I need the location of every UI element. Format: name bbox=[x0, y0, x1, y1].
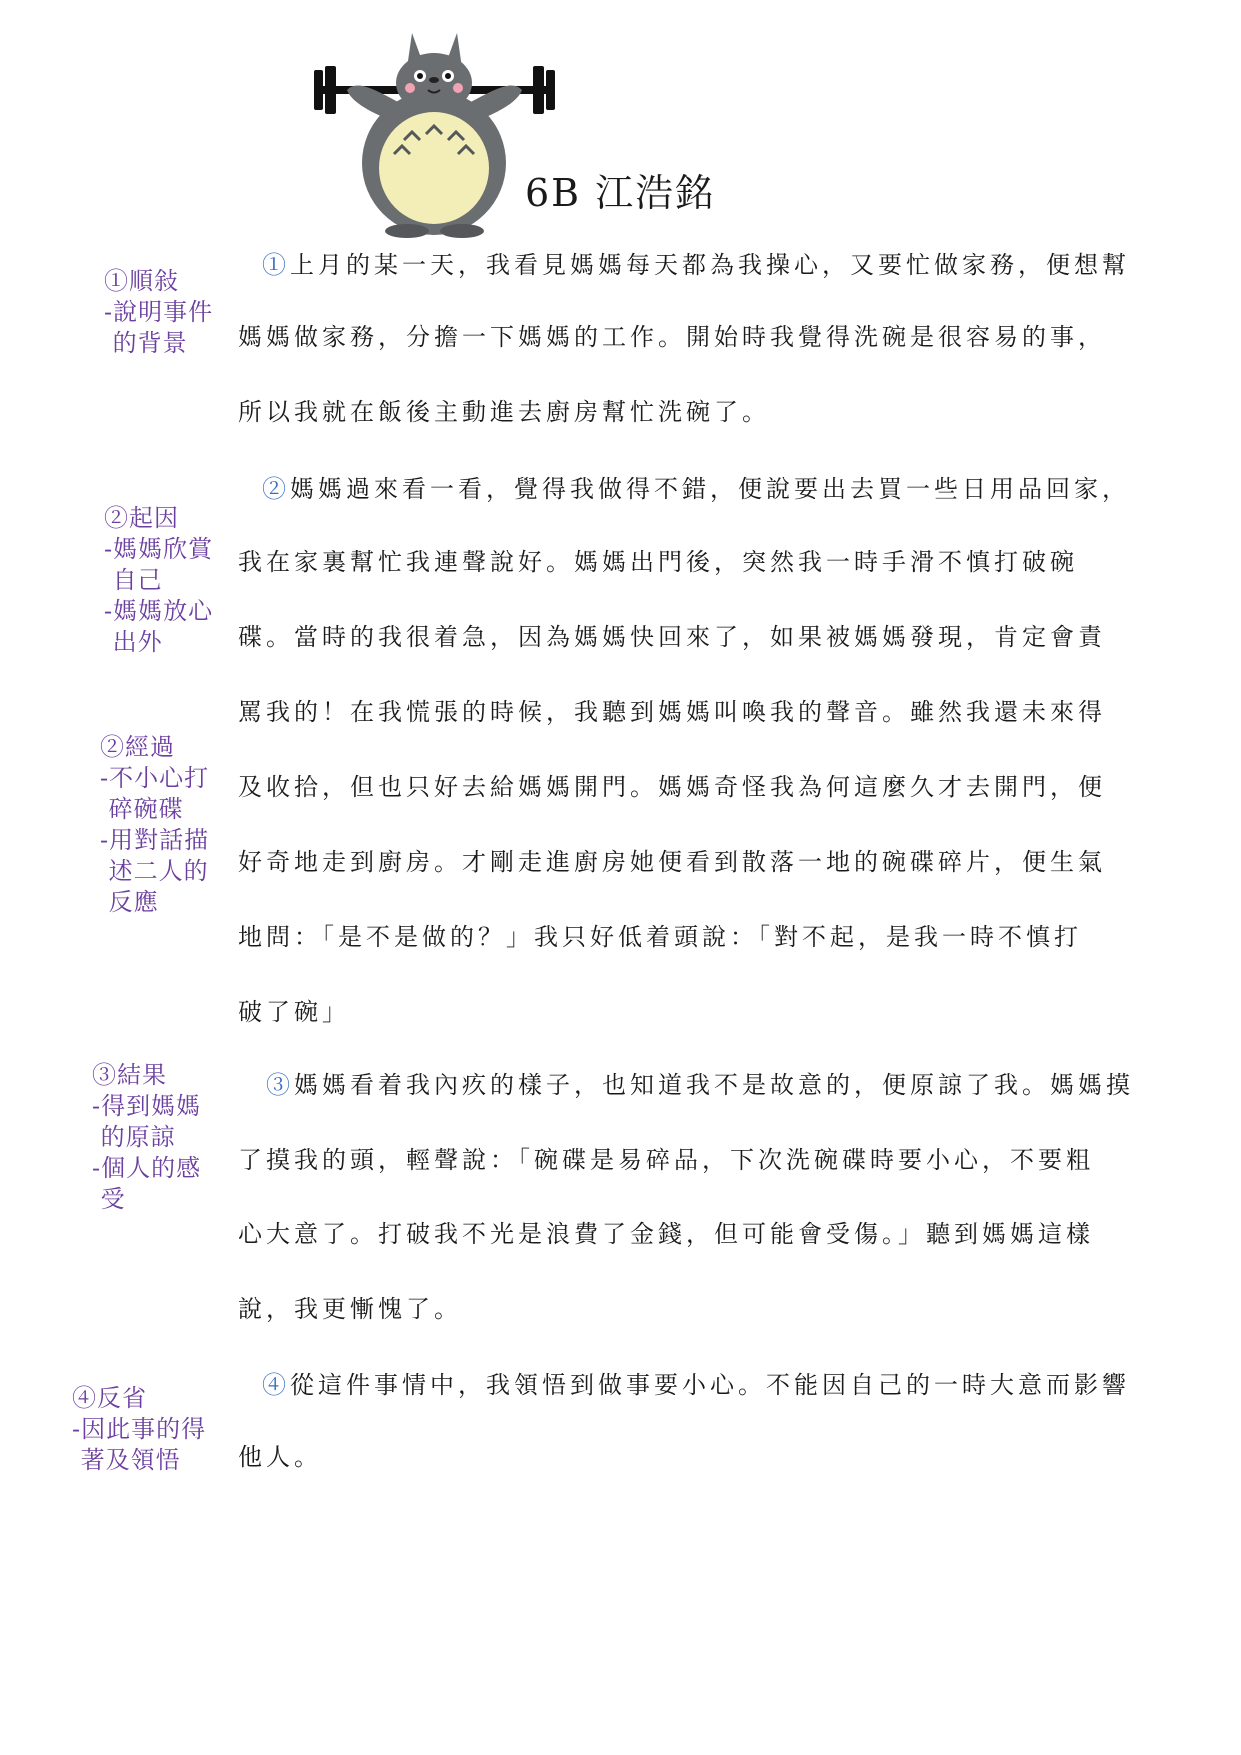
paragraph-line: 碟。當時的我很着急，因為媽媽快回來了，如果被媽媽發現，肯定會責 bbox=[238, 623, 1106, 651]
paragraph-line: 所以我就在飯後主動進去廚房幫忙洗碗了。 bbox=[238, 398, 770, 426]
totoro-weightlifting-icon bbox=[312, 28, 557, 238]
margin-note: ④反省 -因此事的得 著及領悟 bbox=[72, 1384, 207, 1474]
paragraph-line: 破了碗」 bbox=[238, 998, 350, 1026]
paragraph-line: 心大意了。打破我不光是浪費了金錢，但可能會受傷。」聽到媽媽這樣 bbox=[238, 1220, 1094, 1248]
paragraph-line: 罵我的！在我慌張的時候，我聽到媽媽叫喚我的聲音。雖然我還未來得 bbox=[238, 698, 1106, 726]
paragraph-text: 上月的某一天，我看見媽媽每天都為我操心，又要忙做家務，便想幫 bbox=[290, 251, 1130, 279]
paragraph-marker: ③ bbox=[266, 1071, 294, 1099]
paragraph-line bbox=[266, 1070, 1134, 1100]
paragraph-line bbox=[262, 1370, 1130, 1400]
paragraph-marker: ② bbox=[262, 475, 290, 503]
paragraph-line: 地問：「是不是做的？」我只好低着頭說：「對不起，是我一時不慎打 bbox=[238, 923, 1082, 951]
margin-note: ①順敍 -說明事件 的背景 bbox=[104, 267, 214, 357]
paragraph-line: 我在家裏幫忙我連聲說好。媽媽出門後，突然我一時手滑不慎打破碗 bbox=[238, 548, 1078, 576]
paragraph-line bbox=[262, 250, 1130, 280]
paragraph-line: 好奇地走到廚房。才剛走進廚房她便看到散落一地的碗碟碎片，便生氣 bbox=[238, 848, 1106, 876]
paragraph-marker: ① bbox=[262, 251, 290, 279]
margin-note: ③結果 -得到媽媽 的原諒 -個人的感 受 bbox=[92, 1061, 202, 1213]
paragraph-line: 說，我更慚愧了。 bbox=[238, 1295, 462, 1323]
paragraph-text: 媽媽過來看一看，覺得我做得不錯，便說要出去買一些日用品回家， bbox=[290, 475, 1130, 503]
margin-note: ②起因 -媽媽欣賞 自己 -媽媽放心 出外 bbox=[104, 504, 214, 656]
page-title: 6B 江浩銘 bbox=[525, 171, 716, 215]
paragraph-line: 媽媽做家務，分擔一下媽媽的工作。開始時我覺得洗碗是很容易的事， bbox=[238, 323, 1106, 351]
paragraph-text: 媽媽看着我內疚的樣子，也知道我不是故意的，便原諒了我。媽媽摸 bbox=[294, 1071, 1134, 1099]
paragraph-text: 從這件事情中，我領悟到做事要小心。不能因自己的一時大意而影響 bbox=[290, 1371, 1130, 1399]
paragraph-line: 他人。 bbox=[238, 1443, 322, 1471]
paragraph-line bbox=[262, 474, 1130, 504]
margin-note: ②經過 -不小心打 碎碗碟 -用對話描 述二人的 反應 bbox=[100, 733, 210, 916]
paragraph-marker: ④ bbox=[262, 1371, 290, 1399]
paragraph-line: 了摸我的頭，輕聲說：「碗碟是易碎品，下次洗碗碟時要小心，不要粗 bbox=[238, 1146, 1094, 1174]
paragraph-line: 及收拾，但也只好去給媽媽開門。媽媽奇怪我為何這麼久才去開門，便 bbox=[238, 773, 1106, 801]
